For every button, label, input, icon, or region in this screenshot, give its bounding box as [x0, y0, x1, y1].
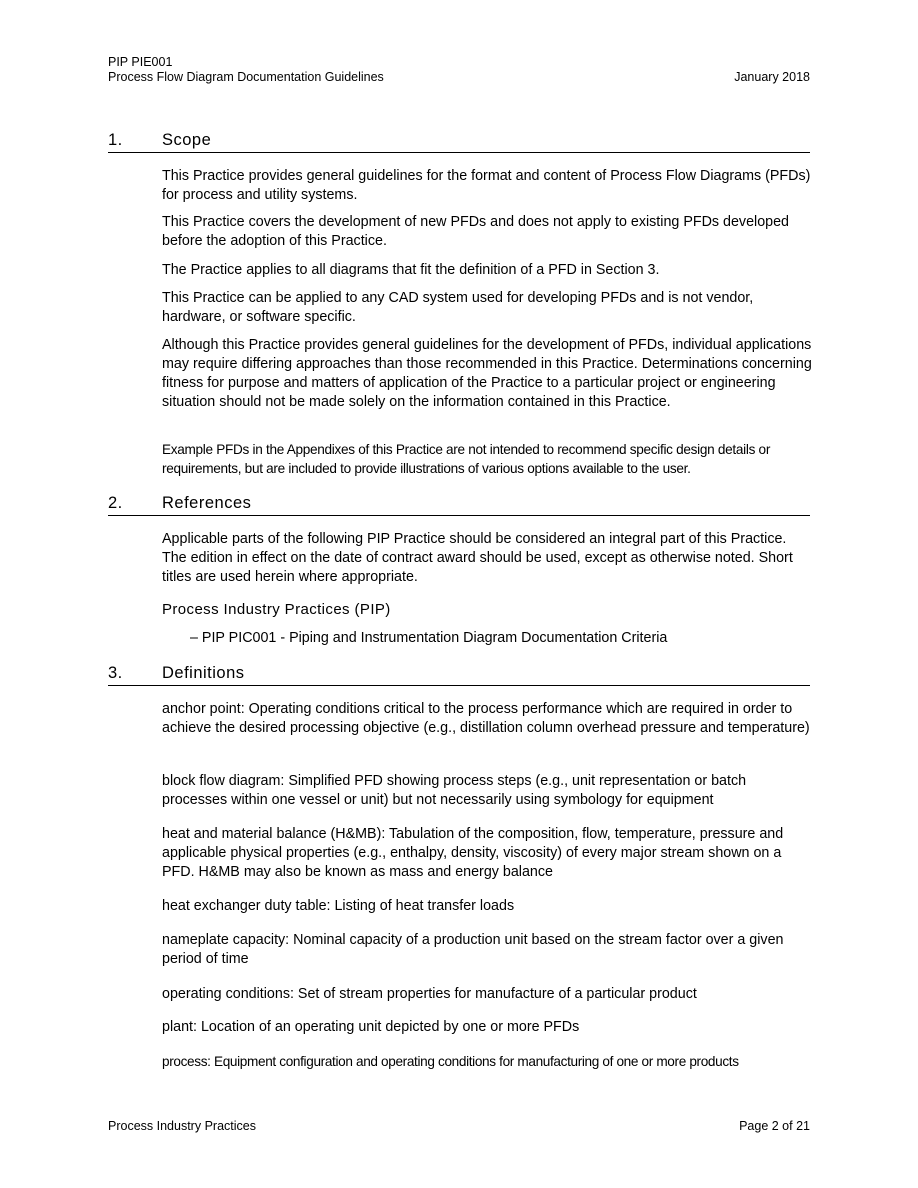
scope-paragraph: This Practice can be applied to any CAD system used for developing PFDs and is not vendor, hardware, or software specific. [162, 290, 754, 325]
section-title: Definitions [162, 664, 245, 682]
section-title: Scope [162, 131, 212, 149]
section-number: 1. [108, 131, 123, 149]
section-title: References [162, 494, 252, 512]
definition-item: heat exchanger duty table: Listing of heat transfer loads [162, 898, 515, 914]
scope-paragraph: The Practice applies to all diagrams that fit the definition of a PFD in Section 3. [162, 262, 660, 278]
doc-date: January 2018 [734, 70, 810, 84]
definition-item: process: Equipment configuration and operating conditions for manufacturing of one or more products [162, 1054, 739, 1069]
doc-title: Process Flow Diagram Documentation Guidelines [108, 70, 384, 84]
scope-paragraph: Example PFDs in the Appendixes of this Practice are not intended to recommend specific design details or requirements, but are included to provide illustrations of various options available to the user. [162, 442, 771, 476]
section-heading-scope [108, 130, 810, 153]
references-paragraph: Applicable parts of the following PIP Practice should be considered an integral part of this Practice. The edition in effect on the date of contract award should be used, except as otherwise noted. Short titles are used herein where appropriate. [162, 531, 793, 585]
definition-item: nameplate capacity: Nominal capacity of a production unit based on the stream factor over a given period of time [162, 932, 784, 967]
doc-id: PIP PIE001 [108, 55, 173, 69]
section-heading-definitions [108, 663, 810, 686]
scope-paragraph: This Practice covers the development of new PFDs and does not apply to existing PFDs developed before the adoption of this Practice. [162, 214, 790, 249]
references-subheading: Process Industry Practices (PIP) [162, 601, 391, 618]
reference-item: – PIP PIC001 - Piping and Instrumentation Diagram Documentation Criteria [190, 630, 668, 646]
definition-item: block flow diagram: Simplified PFD showing process steps (e.g., unit representation or batch processes within one vessel or unit) but not necessarily using symbology for equipment [162, 773, 747, 808]
scope-paragraph: Although this Practice provides general guidelines for the development of PFDs, individual applications may require differing approaches than those recommended in this Practice. Determinations concerning fitness for purpose and matters of application of the Practice to a particular project or engineering situation should not be made solely on the information contained in this Practice. [162, 337, 812, 410]
section-number: 2. [108, 494, 123, 512]
definition-item: anchor point: Operating conditions critical to the process performance which are required in order to achieve the desired processing objective (e.g., distillation column overhead pressure and temperature) [162, 701, 810, 736]
footer-org: Process Industry Practices [108, 1119, 256, 1133]
definition-item: operating conditions: Set of stream properties for manufacture of a particular product [162, 986, 697, 1002]
page-header [108, 55, 810, 85]
page-number: Page 2 of 21 [739, 1119, 810, 1133]
section-heading-references [108, 493, 810, 516]
definition-item: plant: Location of an operating unit depicted by one or more PFDs [162, 1019, 580, 1035]
section-number: 3. [108, 664, 123, 682]
definition-item: heat and material balance (H&MB): Tabulation of the composition, flow, temperature, pressure and applicable physical properties (e.g., enthalpy, density, viscosity) of every major stream shown on a PFD. H&MB may also be known as mass and energy balance [162, 826, 784, 880]
page-footer [108, 1119, 810, 1133]
scope-paragraph: This Practice provides general guidelines for the format and content of Process Flow Diagrams (PFDs) for process and utility systems. [162, 168, 811, 203]
